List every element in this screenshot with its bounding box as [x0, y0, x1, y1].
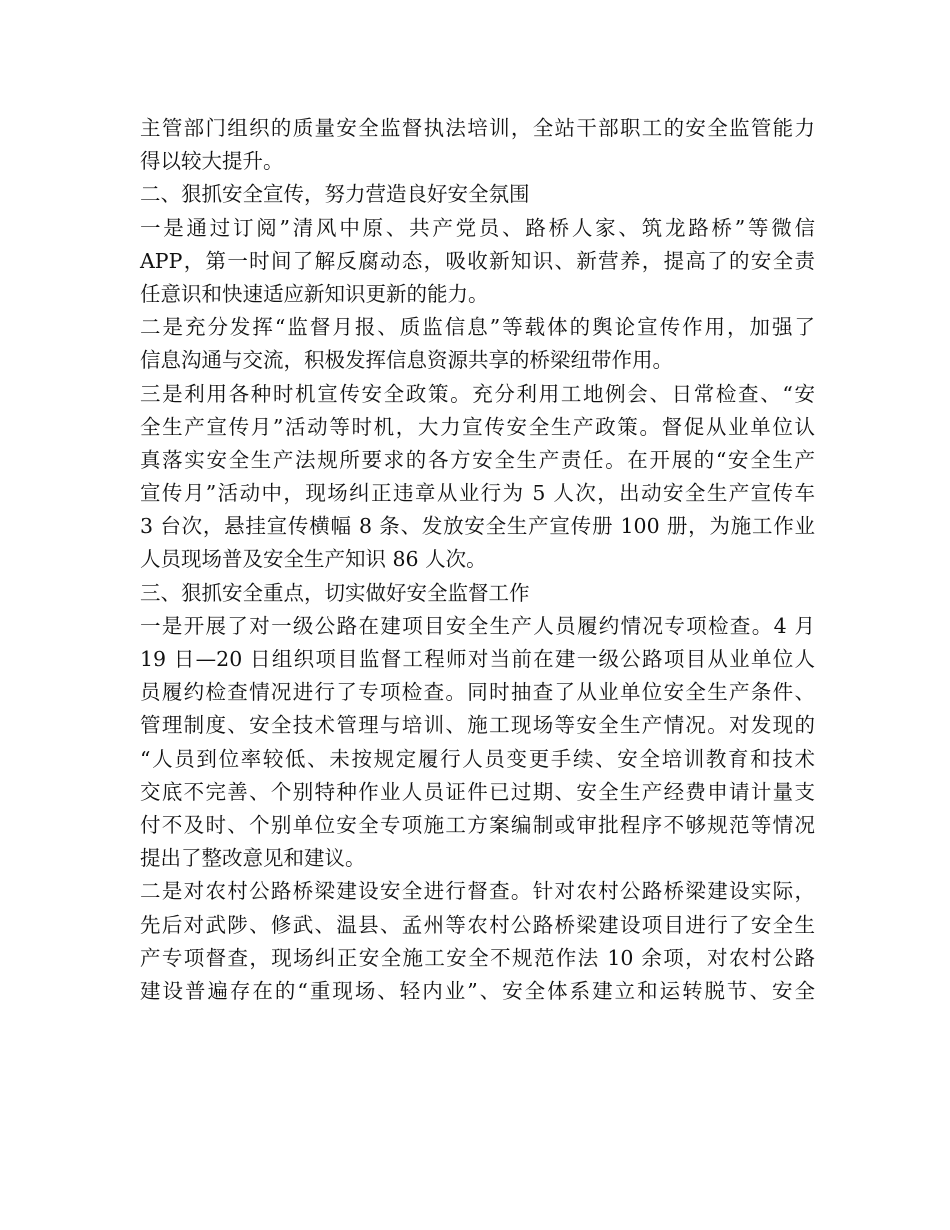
text-line: 任意识和快速适应新知识更新的能力。	[140, 281, 489, 306]
text-line: 交底不完善、个别特种作业人员证件已过期、安全生产经费申请计量支	[140, 779, 815, 804]
text-line: 3 台次，悬挂宣传横幅 8 条、发放安全生产宣传册 100 册，为施工作业	[140, 514, 815, 539]
section-heading: 三、狠抓安全重点，切实做好安全监督工作	[140, 580, 530, 605]
text-line: 人员现场普及安全生产知识 86 人次。	[140, 547, 487, 572]
text-line: 二是对农村公路桥梁建设安全进行督查。针对农村公路桥梁建设实际，	[140, 879, 815, 904]
section-heading: 二、狠抓安全宣传，努力营造良好安全氛围	[140, 182, 530, 207]
text-line: 建设普遍存在的“重现场、轻内业”、安全体系建立和运转脱节、安全	[140, 978, 815, 1003]
text-line: 主管部门组织的质量安全监督执法培训，全站干部职工的安全监管能力	[140, 116, 815, 140]
text-line: 员履约检查情况进行了专项检查。同时抽查了从业单位安全生产条件、	[140, 680, 815, 705]
text-line: 19 日—20 日组织项目监督工程师对当前在建一级公路项目从业单位人	[140, 647, 815, 671]
text-line: 提出了整改意见和建议。	[140, 846, 366, 871]
text-line: 一是开展了对一级公路在建项目安全生产人员履约情况专项检查。4 月	[140, 613, 815, 638]
text-line: 管理制度、安全技术管理与培训、施工现场等安全生产情况。对发现的	[140, 713, 815, 738]
document-body	[140, 112, 815, 1008]
text-line: 二是充分发挥“监督月报、质监信息”等载体的舆论宣传作用，加强了	[140, 315, 815, 340]
text-line: 三是利用各种时机宣传安全政策。充分利用工地例会、日常检查、“安	[140, 381, 815, 406]
text-line: 一是通过订阅”清风中原、共产党员、路桥人家、筑龙路桥”等微信	[140, 215, 815, 240]
text-line: 付不及时、个别单位安全专项施工方案编制或审批程序不够规范等情况	[140, 812, 815, 837]
text-line: “人员到位率较低、未按规定履行人员变更手续、安全培训教育和技术	[140, 746, 815, 771]
text-line: 先后对武陟、修武、温县、孟州等农村公路桥梁建设项目进行了安全生	[140, 912, 815, 937]
text-line: 得以较大提升。	[140, 149, 284, 174]
text-line: 真落实安全生产法规所要求的各方安全生产责任。在开展的“安全生产	[140, 447, 815, 472]
text-line: 宣传月”活动中，现场纠正违章从业行为 5 人次，出动安全生产宣传车	[140, 481, 815, 506]
text-line: 信息沟通与交流，积极发挥信息资源共享的桥梁纽带作用。	[140, 348, 673, 373]
text-line: 全生产宣传月”活动等时机，大力宣传安全生产政策。督促从业单位认	[140, 414, 815, 439]
text-line: APP，第一时间了解反腐动态，吸收新知识、新营养，提高了的安全责	[140, 248, 815, 273]
text-line: 产专项督查，现场纠正安全施工安全不规范作法 10 余项，对农村公路	[140, 945, 815, 970]
